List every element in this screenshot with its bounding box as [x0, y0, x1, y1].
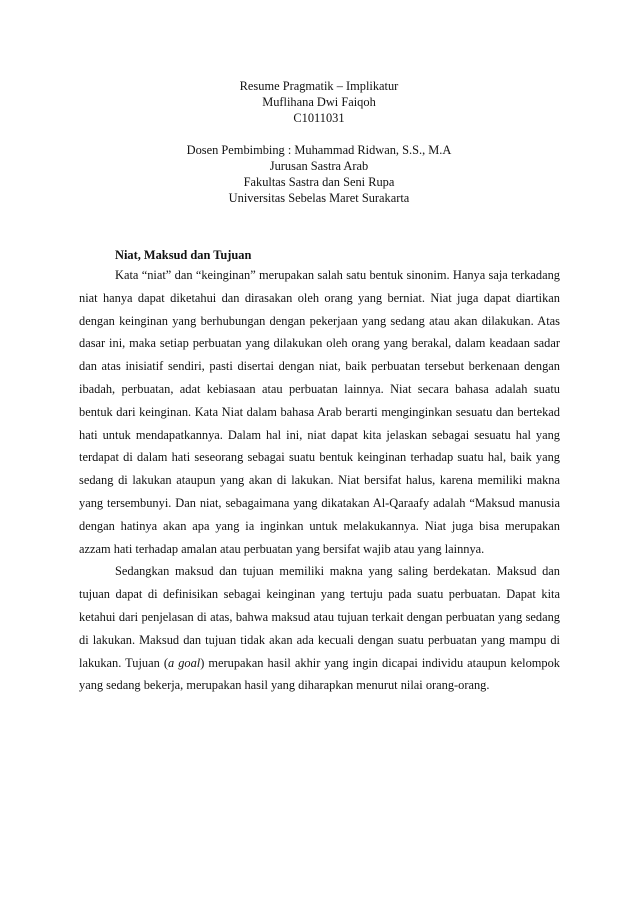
supervisor: Dosen Pembimbing : Muhammad Ridwan, S.S., M.A — [186, 143, 452, 157]
paragraph-maksud-tujuan — [79, 560, 560, 697]
paragraph-niat: Kata “niat” dan “keinginan” merupakan salah satu bentuk sinonim. Hanya saja terkadang niat hanya dapat diketahui dan dirasakan oleh orang yang berniat. Niat juga dapat diartikan dengan keinginan yang berhubungan dengan pekerjaan yang sedang atau akan dilakukan. Atas dasar ini, maka setiap perbuatan yang dilakukan oleh orang yang berakal, dalam keadaan sadar dan atas inisiatif sendiri, pasti disertai dengan niat, baik perbuatan tersebut berkenaan dengan ibadah, perbuatan, adat kebiasaan atau perbuatan lainnya. Niat secara bahasa adalah suatu bentuk dari keinginan. Kata Niat dalam bahasa Arab berarti menginginkan sesuatu dan bertekad hati untuk mendapatkannya. Dalam hal ini, niat dapat kita jelaskan sebagai sesuatu hal yang terdapat di dalam hati seseorang sebagai suatu bentuk keinginan terhadap suatu hal, baik yang sedang di lakukan ataupun yang akan di lakukan. Niat bersifat halus, karena memiliki makna yang tersembunyi. Dan niat, sebagaimana yang dikatakan Al-Qaraafy adalah “Maksud manusia dengan hatinya akan apa yang ia inginkan untuk melakukannya. Niat juga bisa merupakan azzam hati terhadap amalan atau perbuatan yang bersifat wajib atau yang lainnya. — [79, 268, 560, 556]
faculty: Fakultas Sastra dan Seni Rupa — [243, 175, 395, 189]
document-body — [79, 246, 560, 697]
paragraph-maksud-end: ) merupakan hasil akhir yang ingin dicapai individu ataupun kelompok yang sedang bekerja, merupakan hasil yang diharapkan menurut nilai orang-orang. — [79, 655, 560, 693]
department: Jurusan Sastra Arab — [269, 159, 369, 173]
section-heading: Niat, Maksud dan Tujuan — [115, 248, 252, 262]
paragraph-maksud-italic: a goal — [167, 655, 201, 670]
document-header — [0, 78, 638, 206]
author-name: Muflihana Dwi Faiqoh — [262, 95, 376, 109]
document-title: Resume Pragmatik – Implikatur — [239, 79, 399, 93]
university: Universitas Sebelas Maret Surakarta — [228, 191, 410, 205]
paragraph-maksud-text: Sedangkan maksud dan tujuan memiliki makna yang saling berdekatan. Maksud dan tujuan dapat di definisikan sebagai keinginan yang tertuju pada suatu perbuatan. Dapat kita ketahui dari penjelasan di atas, bahwa maksud atau tujuan terkait dengan perbuatan yang sedang di lakukan. Maksud dan tujuan tidak akan ada kecuali dengan suatu perbuatan yang mampu di lakukan. Tujuan ( — [79, 564, 560, 670]
student-id: C1011031 — [293, 111, 345, 125]
header-gap — [0, 126, 638, 142]
